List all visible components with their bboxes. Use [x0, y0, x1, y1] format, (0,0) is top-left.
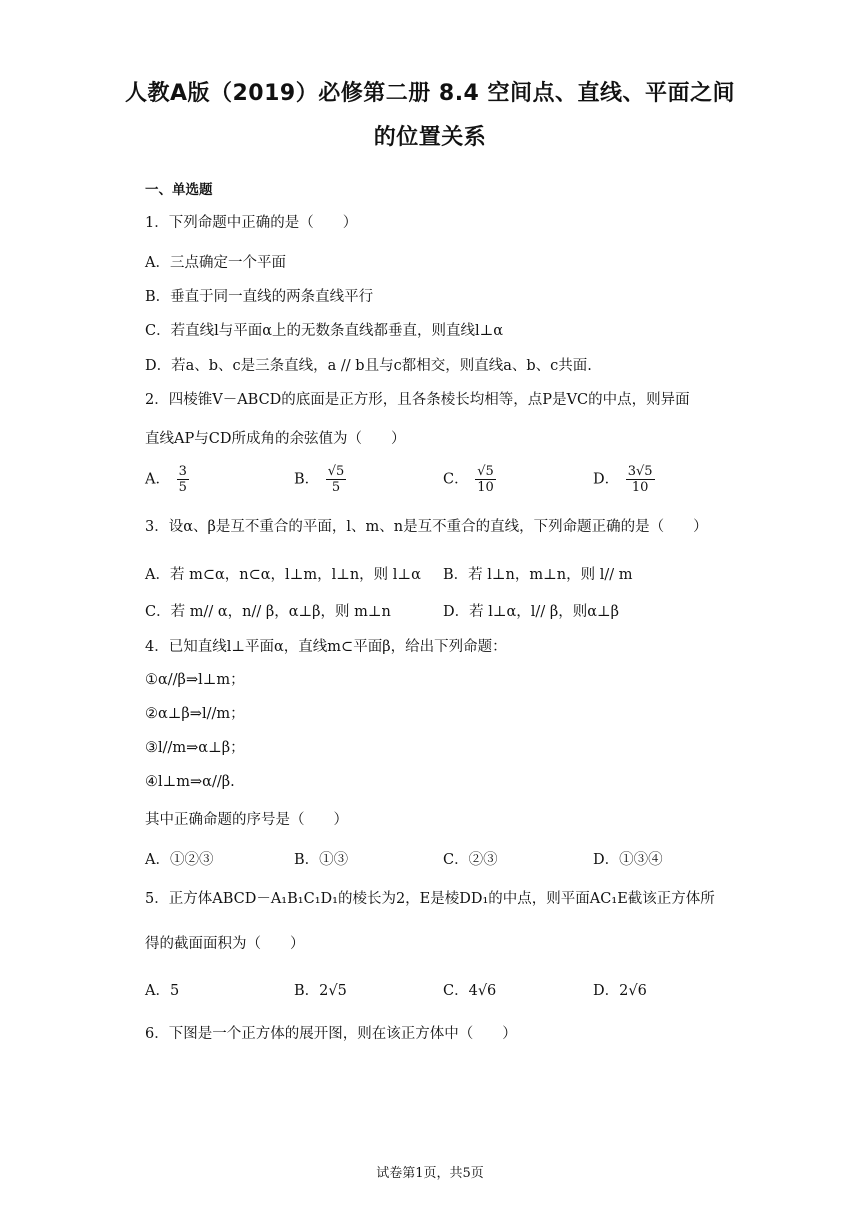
- fraction-numerator: √5: [477, 464, 494, 479]
- question-2-option-b: [294, 464, 346, 495]
- question-6-stem: 6．下图是一个正方体的展开图，则在该正方体中（ ）: [145, 1026, 517, 1042]
- fraction: [626, 464, 655, 495]
- fraction: [475, 464, 496, 495]
- question-4-stem: 4．已知直线l⊥平面α，直线m⊂平面β，给出下列命题：: [145, 639, 507, 655]
- question-3-option-b: B．若 l⊥n，m⊥n，则 l// m: [443, 567, 633, 583]
- fraction-denominator: 5: [331, 480, 341, 495]
- question-4-option-b: B．①③: [294, 852, 349, 868]
- question-4-option-d: D．①③④: [593, 852, 663, 868]
- question-4-proposition-2: ②α⊥β⇒l//m；: [145, 706, 245, 722]
- page-title-line-1: 人教A版（2019）必修第二册 8.4 空间点、直线、平面之间: [124, 81, 736, 106]
- section-heading: 一、单选题: [145, 182, 213, 198]
- question-5-option-d: D．2√6: [593, 983, 647, 999]
- option-label: B．: [294, 471, 320, 488]
- question-2-stem-line-1: 2．四棱锥V－ABCD的底面是正方形，且各条棱长均相等，点P是VC的中点，则异面: [145, 392, 690, 408]
- question-4-option-a: A．①②③: [145, 852, 214, 868]
- question-1-option-a: A．三点确定一个平面: [145, 255, 286, 271]
- question-3-stem: 3．设α、β是互不重合的平面，l、m、n是互不重合的直线，下列命题正确的是（ ）: [145, 519, 708, 535]
- fraction-numerator: 3√5: [627, 464, 653, 479]
- question-1-option-c: C．若直线l与平面α上的无数条直线都垂直，则直线l⊥α: [145, 323, 504, 339]
- question-4-prompt: 其中正确命题的序号是（ ）: [145, 812, 348, 828]
- fraction: [326, 464, 347, 495]
- option-label: D．: [593, 471, 620, 488]
- fraction: [177, 464, 189, 495]
- fraction-denominator: 10: [477, 480, 494, 495]
- option-label: C．: [443, 471, 469, 488]
- question-2-option-a: [145, 464, 189, 495]
- question-4-option-c: C．②③: [443, 852, 498, 868]
- page-title-line-2: 的位置关系: [373, 125, 487, 150]
- question-4-proposition-4: ④l⊥m⇒α//β.: [145, 774, 235, 790]
- fraction-numerator: 3: [178, 464, 187, 479]
- question-1-stem: 1．下列命题中正确的是（ ）: [145, 215, 358, 231]
- question-2-option-c: [443, 464, 496, 495]
- fraction-denominator: 5: [178, 480, 187, 495]
- question-5-option-a: A．5: [145, 983, 180, 999]
- question-3-option-c: C．若 m// α，n// β，α⊥β，则 m⊥n: [145, 604, 391, 620]
- question-2-stem-line-2: 直线AP与CD所成角的余弦值为（ ）: [145, 431, 406, 447]
- option-label: A．: [145, 471, 170, 488]
- question-5-option-b: B．2√5: [294, 983, 347, 999]
- question-1-option-b: B．垂直于同一直线的两条直线平行: [145, 289, 374, 305]
- question-4-proposition-3: ③l//m⇒α⊥β；: [145, 740, 245, 756]
- question-3-option-a: A．若 m⊂α，n⊂α，l⊥m，l⊥n，则 l⊥α: [145, 567, 421, 583]
- question-2-option-d: [593, 464, 655, 495]
- question-5-stem-line-2: 得的截面面积为（ ）: [145, 936, 305, 952]
- page-footer: 试卷第1页，共5页: [376, 1166, 484, 1181]
- fraction-denominator: 10: [631, 480, 649, 495]
- question-4-proposition-1: ①α//β⇒l⊥m；: [145, 672, 245, 688]
- question-5-option-c: C．4√6: [443, 983, 497, 999]
- question-5-stem-line-1: 5．正方体ABCD－A₁B₁C₁D₁的棱长为2，E是棱DD₁的中点，则平面AC₁E截该正方体所: [145, 891, 715, 907]
- question-3-option-d: D．若 l⊥α，l// β，则α⊥β: [443, 604, 620, 620]
- question-1-option-d: D．若a、b、c是三条直线，a // b且与c都相交，则直线a、b、c共面.: [145, 358, 592, 374]
- fraction-numerator: √5: [327, 464, 345, 479]
